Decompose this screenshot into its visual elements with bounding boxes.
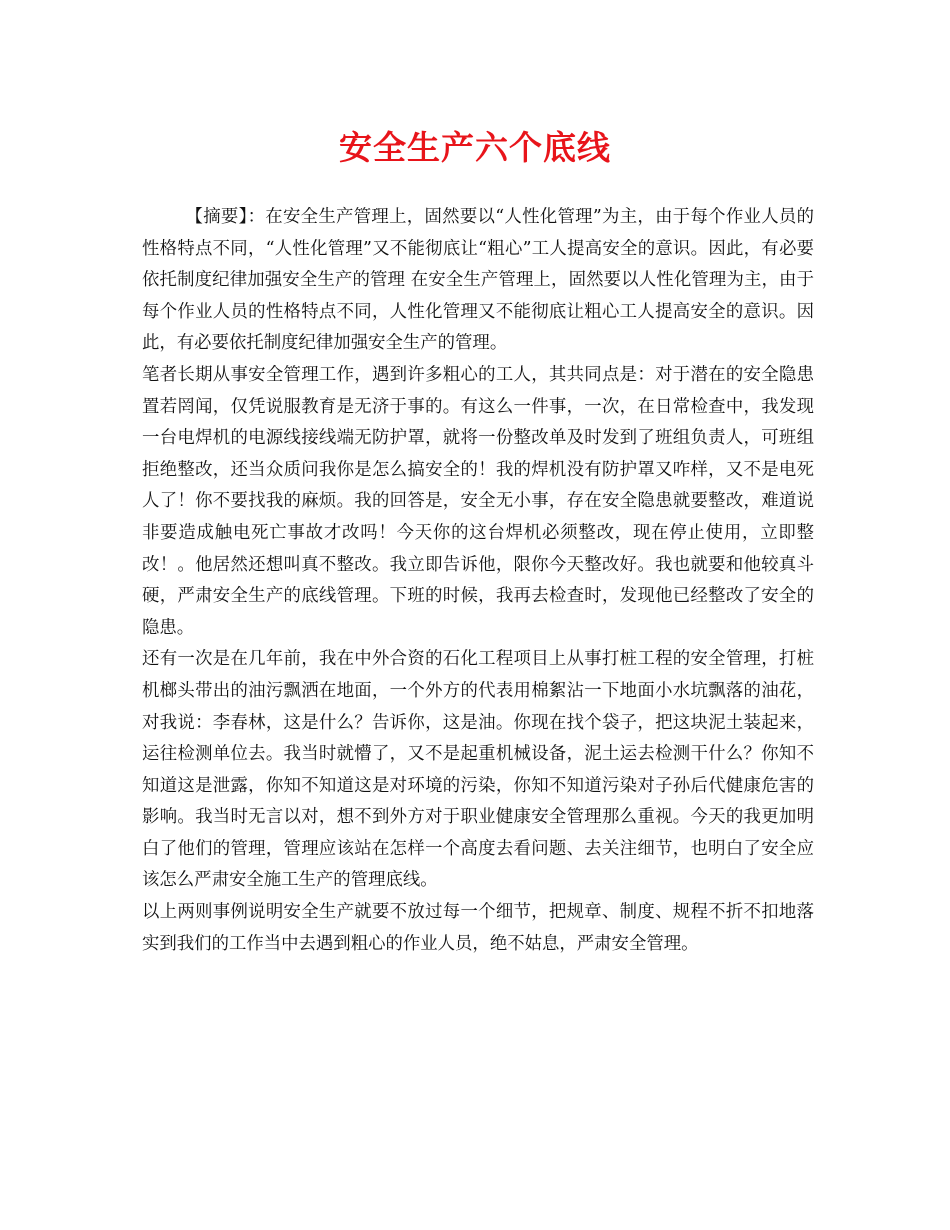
abstract-text: ：在安全生产管理上，固然要以“人性化管理”为主，由于每个作业人员的性格特点不同，“人性化管理”又不能彻底让“粗心”工人提高安全的意识。因此，有必要依托制度纪律加强安全生产的管理 在安全生产管理上，固然要以人性化管理为主，由于每个作业人员的性格特点不同，人性化管理又不能彻底让粗心工人提高安全的意识。因此，有必要依托制度纪律加强安全生产的管理。 [142,207,814,354]
body-paragraph-2: 还有一次是在几年前，我在中外合资的石化工程项目上从事打桩工程的安全管理，打桩机榔头带出的油污飘洒在地面，一个外方的代表用棉絮沾一下地面小水坑飘落的油花，对我说：李春林，这是什么？告诉你，这是油。你现在找个袋子，把这块泥土装起来，运往检测单位去。我当时就懵了，又不是起重机械设备，泥土运去检测干什么？你知不知道这是泄露，你知不知道这是对环境的污染，你知不知道污染对子孙后代健康危害的影响。我当时无言以对，想不到外方对于职业健康安全管理那么重视。今天的我更加明白了他们的管理，管理应该站在怎样一个高度去看问题、去关注细节，也明白了安全应该怎么严肃安全施工生产的管理底线。 [142,649,814,891]
body-paragraph-1: 笔者长期从事安全管理工作，遇到许多粗心的工人，其共同点是：对于潜在的安全隐患置若罔闻，仅凭说服教育是无济于事的。有这么一件事，一次，在日常检查中，我发现一台电焊机的电源线接线端无防护罩，就将一份整改单及时发到了班组负责人，可班组拒绝整改，还当众质问我你是怎么搞安全的！我的焊机没有防护罩又咋样，又不是电死人了！你不要找我的麻烦。我的回答是，安全无小事，存在安全隐患就要整改，难道说非要造成触电死亡事故才改吗！今天你的这台焊机必须整改，现在停止使用，立即整改！。他居然还想叫真不整改。我立即告诉他，限你今天整改好。我也就要和他较真斗硬，严肃安全生产的底线管理。下班的时候，我再去检查时，发现他已经整改了安全的隐患。 [142,364,814,638]
abstract-label: 【摘要】 [185,207,248,227]
body-paragraph-3: 以上两则事例说明安全生产就要不放过每一个细节，把规章、制度、规程不折不扣地落实到我们的工作当中去遇到粗心的作业人员，绝不姑息，严肃安全管理。 [142,902,814,954]
document-body [142,202,814,960]
abstract-paragraph [142,202,814,360]
document-title: 安全生产六个底线 [339,128,611,167]
